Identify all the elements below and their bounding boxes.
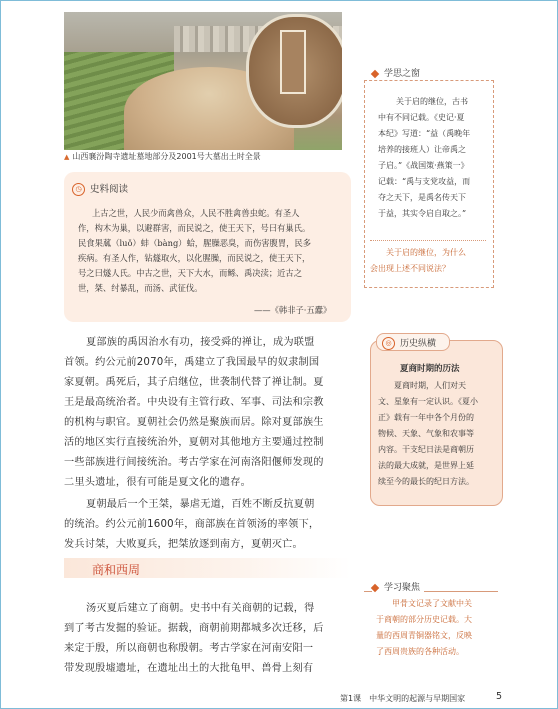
history-line: 续至今的最长的纪日方法。: [378, 477, 474, 486]
footer-lesson: 第1课 中华文明的起源与早期国家: [340, 694, 466, 703]
history-line: 物候、天象、气象和农事等: [378, 429, 474, 438]
learning-focus-title: 学习聚焦: [372, 580, 424, 593]
body-line: 一些部族进行间接统治。考古学家在河南洛阳偃师发现的: [64, 457, 324, 468]
history-line: 文、星象有一定认识。《夏小: [378, 397, 478, 406]
body-line: 汤灭夏后建立了商朝。史书中有关商朝的记载，得: [86, 603, 315, 614]
body-line: 家夏朝。禹死后，其子启继位，世袭制代替了禅让制。夏: [64, 377, 324, 388]
body-line: 的统治。约公元前1600年，商部族在首领汤的率领下，: [64, 519, 320, 530]
source-line: 上古之世，人民少而禽兽众，人民不胜禽兽虫蛇。有圣人: [92, 208, 300, 218]
diamond-icon: [371, 69, 379, 77]
body-line: 活的地区实行直接统治外，夏朝对其他地方主要通过控制: [64, 437, 324, 448]
diamond-icon: [371, 583, 379, 591]
think-line: 中有不同记载。《史记·夏: [378, 113, 465, 122]
source-line: 世，桀、纣暴乱，而汤、武征伐。: [78, 283, 203, 293]
triangle-icon: ▲: [64, 153, 70, 161]
think-line: 培养的接班人）让帝禹之: [378, 145, 466, 154]
body-line: 二里头遗址，很有可能是夏文化的遗存。: [64, 477, 251, 488]
think-line: 记载：“禹与支党攻益，而: [378, 177, 471, 186]
think-line: 夺之天下，是禹名传天下: [378, 193, 466, 202]
body-line: 的机构与职官。夏朝社会仍然是聚族而居。除对夏部族生: [64, 417, 324, 428]
focus-line: 量的西周青铜器铭文，反映: [376, 631, 472, 640]
body-line: 夏部族的禹因治水有功，接受舜的禅让，成为联盟: [86, 337, 315, 348]
source-line: 作，构木为巢，以避群害，而民说之，使王天下，号曰有巢氏。: [78, 223, 311, 233]
body-line: 首领。约公元前2070年，禹建立了我国最早的奴隶制国: [64, 357, 320, 368]
source-line: 号之曰燧人氏。中古之世，天下大水，而鲧、禹决渎；近古之: [78, 268, 303, 278]
think-line: 子启。”《战国策·燕策一》: [378, 161, 469, 170]
source-reading-title: ◷ 史料阅读: [72, 181, 128, 196]
focus-line: 了西周贵族的各种活动。: [376, 647, 464, 656]
archaeological-site-photo: [64, 12, 342, 150]
body-line: 带发现殷墟遗址，在遗址出土的大批龟甲、兽骨上刻有: [64, 663, 314, 674]
history-line: 内容。干支纪日法是商朝历: [378, 445, 474, 454]
body-line: 发兵讨桀，大败夏兵，把桀放逐到南方，夏朝灭亡。: [64, 539, 303, 550]
clock-icon: ◷: [72, 183, 85, 196]
body-line: 到了考古发掘的验证。据载，商朝前期都城多次迁移，后: [64, 623, 324, 634]
source-citation: ——《韩非子·五蠹》: [254, 305, 332, 315]
dotted-divider: [370, 240, 486, 241]
section-heading: 商和西周: [92, 563, 141, 577]
tomb-pit: [280, 30, 306, 94]
think-line: 关于启的继位，古书: [396, 97, 468, 106]
photo-caption: ▲ 山西襄汾陶寺遗址墓地部分及2001号大墓出土时全景: [64, 152, 261, 161]
history-line: 夏商时期，人们对天: [394, 381, 466, 390]
body-line: 王是最高统治者。中央设有主管行政、军事、司法和宗教: [64, 397, 324, 408]
spiral-icon: ◎: [382, 337, 395, 350]
think-question: 会出现上述不同说法？: [370, 264, 450, 273]
history-line: 正》载有一年中各个月份的: [378, 413, 474, 422]
think-line: 本纪》写道：“益（禹晚年: [378, 129, 471, 138]
body-line: 夏朝最后一个王桀，暴虐无道，百姓不断反抗夏朝: [86, 499, 315, 510]
source-line: 疾病。有圣人作，钻燧取火，以化腥臊，而民说之，使王天下，: [78, 253, 311, 263]
think-window-title: 学思之窗: [372, 66, 420, 79]
page-number: 5: [496, 691, 503, 702]
source-line: 民食果蓏（luǒ）蚌（bàng）蛤，腥臊恶臭，而伤害腹胃，民多: [78, 238, 312, 248]
body-line: 来定于殷，所以商朝也称殷朝。考古学家在河南安阳一: [64, 643, 314, 654]
history-panorama-title: ◎ 历史纵横: [382, 336, 436, 350]
history-line: 法的最大成就，是世界上延: [378, 461, 474, 470]
history-subtitle: 夏商时期的历法: [400, 364, 460, 374]
focus-line: 于商朝的部分历史记载。大: [376, 615, 472, 624]
think-line: 于益，其实令启自取之。”: [378, 209, 467, 218]
think-question: 关于启的继位，为什么: [386, 248, 466, 257]
focus-line: 甲骨文记录了文献中关: [392, 599, 472, 608]
